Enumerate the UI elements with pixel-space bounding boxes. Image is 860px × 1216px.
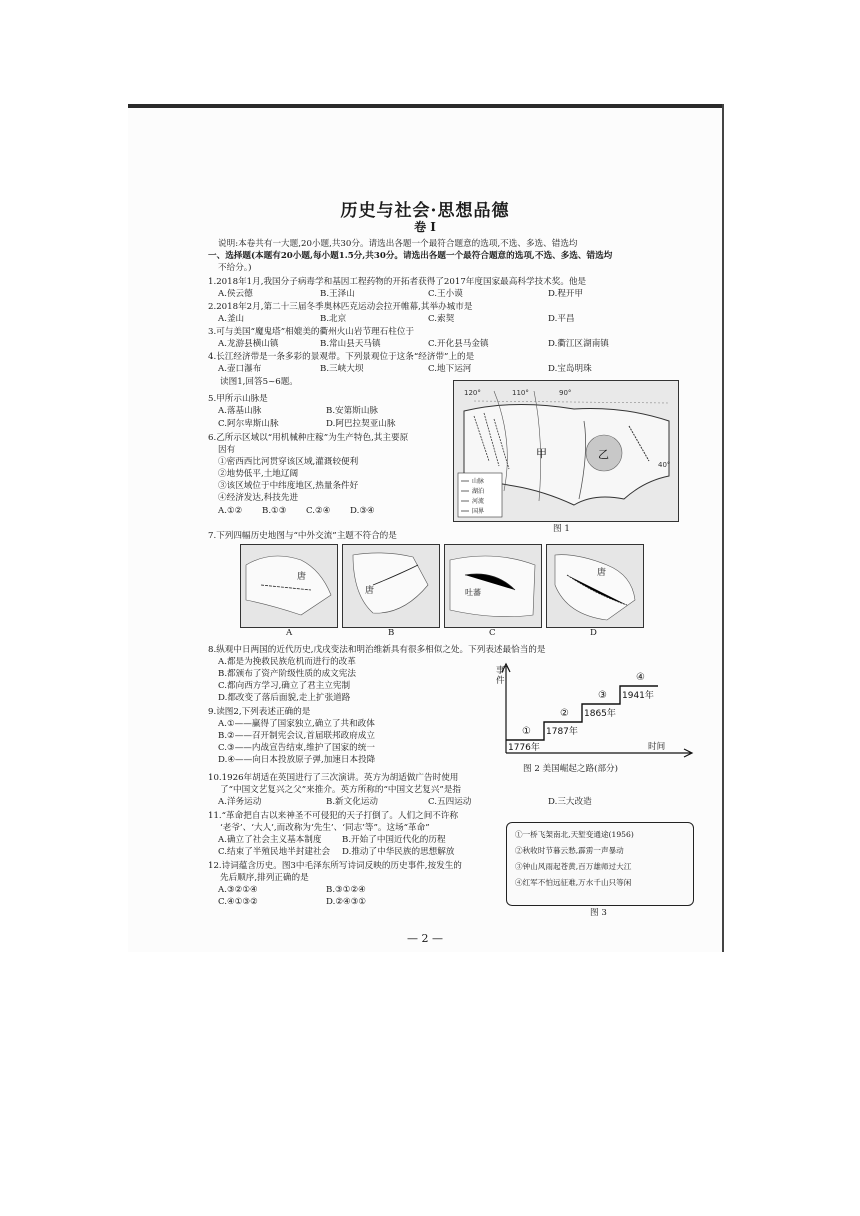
q1-option-d: D.程开甲 (548, 289, 584, 299)
year-1787: 1787年 (546, 727, 578, 737)
q6-option-d: D.③④ (350, 506, 375, 516)
poem-line-2: ②秋收时节暮云愁,霹雳一声暴动 (515, 846, 624, 855)
q4-option-c: C.地下运河 (428, 364, 472, 374)
figure-2-xlabel: 时间 (648, 742, 666, 752)
section-title: 一、选择题(本题有20小题,每小题1.5分,共30分。请选出各题一个最符合题意的选项,不选、多选、错选均 (208, 251, 613, 261)
q2-option-d: D.平昌 (548, 314, 575, 324)
figure-1-map (453, 380, 679, 522)
q11-option-a: A.确立了社会主义基本制度 (218, 835, 322, 845)
q10-option-d: D.三大改造 (548, 797, 592, 807)
figure-3-caption: 图 3 (590, 908, 607, 918)
q7-label-a: A (286, 628, 293, 638)
q10-stem: 10.1926年胡适在英国进行了三次演讲。英方为胡适做广告时使用 (208, 773, 459, 783)
q7-stem: 7.下列四幅历史地图与“中外交流”主题不符合的是 (208, 531, 397, 541)
step-mark-2: ② (560, 708, 569, 719)
q7-label-d: D (590, 628, 597, 638)
q6-item-4: ④经济发达,科技先进 (218, 493, 299, 503)
q1-option-a: A.侯云德 (218, 289, 253, 299)
q12-option-c: C.④①③② (218, 897, 258, 907)
q4-stem: 4.长江经济带是一条多彩的景观带。下列景观位于这条“经济带”上的是 (208, 352, 475, 362)
q9-option-c: C.③——内战宣告结束,维护了国家的统一 (218, 743, 375, 753)
q9-option-d: D.④——向日本投放原子弹,加速日本投降 (218, 755, 376, 765)
q7-map-c (444, 544, 542, 628)
figure-2-caption: 图 2 美国崛起之路(部分) (523, 764, 618, 774)
q6-item-2: ②地势低平,土地辽阔 (218, 469, 299, 479)
q12-stem: 12.诗词蕴含历史。图3中毛泽东所写诗词反映的历史事件,按发生的 (208, 861, 462, 871)
q11-option-c: C.结束了半殖民地半封建社会 (218, 847, 331, 857)
page-number: — 2 — (407, 932, 443, 945)
q3-option-a: A.龙游县横山镇 (218, 339, 279, 349)
q5-option-a: A.落基山脉 (218, 406, 262, 416)
q6-stem-cont: 因有 (218, 445, 236, 455)
map-c-text: 吐蕃 (465, 588, 481, 597)
q6-item-3: ③该区域位于中纬度地区,热量条件好 (218, 481, 359, 491)
q6-stem: 6.乙所示区域以“用机械种庄稼”为生产特色,其主要原 (208, 433, 409, 443)
q12-option-a: A.③②①④ (218, 885, 258, 895)
q3-option-b: B.常山县天马镇 (320, 339, 381, 349)
q4-option-b: B.三峡大坝 (320, 364, 364, 374)
q2-stem: 2.2018年2月,第二十三届冬季奥林匹克运动会拉开帷幕,其举办城市是 (208, 302, 473, 312)
q11-stem-cont: ‘老爷’、‘大人’,而改称为‘先生’、‘同志’等”。这场“革命” (220, 823, 430, 833)
poem-line-1: ①一桥飞架南北,天堑变通途(1956) (515, 830, 634, 839)
figure-2-ylabel: 事件 (496, 666, 505, 686)
map-label-jia: 甲 (536, 447, 547, 460)
q11-option-b: B.开始了中国近代化的历程 (342, 835, 446, 845)
map-label-yi: 乙 (598, 448, 609, 461)
q5-stem: 5.甲所示山脉是 (208, 394, 268, 404)
q12-option-b: B.③①②④ (326, 885, 366, 895)
legend-mountain: 山脉 (472, 478, 485, 485)
scan-edge-right (722, 104, 724, 952)
q9-stem: 9.读图2,下列表述正确的是 (208, 707, 311, 717)
q9-option-a: A.①——赢得了国家独立,确立了共和政体 (218, 719, 375, 729)
q8-option-d: D.都改变了落后面貌,走上扩张道路 (218, 693, 351, 703)
q2-option-b: B.北京 (320, 314, 347, 324)
q3-option-c: C.开化县马金镇 (428, 339, 489, 349)
q4-option-d: D.宝岛明珠 (548, 364, 592, 374)
year-1865: 1865年 (584, 709, 616, 719)
section-title-cont: 不给分。) (218, 263, 252, 273)
q6-option-c: C.②④ (306, 506, 331, 516)
map-d-text: 唐 (597, 568, 607, 578)
q2-option-c: C.索契 (428, 314, 455, 324)
q3-option-d: D.衢江区湖南镇 (548, 339, 609, 349)
q7-label-b: B (388, 628, 395, 638)
q5-option-c: C.阿尔卑斯山脉 (218, 419, 279, 429)
q7-map-a (240, 544, 338, 628)
map-latitude-40: 40° (658, 461, 671, 469)
q10-option-c: C.五四运动 (428, 797, 472, 807)
map-b-text: 唐 (365, 586, 375, 596)
q8-option-c: C.都向西方学习,确立了君主立宪制 (218, 681, 351, 691)
q8-option-b: B.都颁布了资产阶级性质的成文宪法 (218, 669, 356, 679)
q3-stem: 3.可与美国“魔鬼塔”相媲美的衢州火山岩节理石柱位于 (208, 327, 415, 337)
exam-page (128, 108, 722, 952)
q6-option-a: A.①② (218, 506, 243, 516)
figure-1-caption: 图 1 (553, 524, 570, 534)
q1-stem: 1.2018年1月,我国分子病毒学和基因工程药物的开拓者获得了2017年度国家最高科学技术奖。他是 (208, 277, 587, 287)
q12-option-d: D.②④③① (326, 897, 367, 907)
q7-map-b (342, 544, 440, 628)
q1-option-c: C.王小谟 (428, 289, 463, 299)
q4-option-a: A.壶口瀑布 (218, 364, 262, 374)
q8-stem: 8.纵观中日两国的近代历史,戊戌变法和明治维新具有很多相似之处。下列表述最恰当的是 (208, 645, 546, 655)
q10-stem-cont: 了“中国文艺复兴之父”来推介。英方所称的“中国文艺复兴”是指 (220, 785, 462, 795)
figure-3-scroll (506, 822, 694, 906)
step-mark-1: ① (522, 726, 531, 737)
legend-border: 国界 (472, 508, 485, 515)
page-subtitle: 卷 Ⅰ (414, 220, 436, 234)
q8-option-a: A.都是为挽救民族危机而进行的改革 (218, 657, 356, 667)
q7-label-c: C (489, 628, 496, 638)
q6-option-b: B.①③ (262, 506, 287, 516)
map-longitude-110: 110° (512, 389, 529, 397)
q5-option-b: B.安第斯山脉 (326, 406, 379, 416)
step-mark-3: ③ (598, 690, 607, 701)
legend-lake: 湖泊 (472, 488, 485, 495)
page-title: 历史与社会·思想品德 (340, 201, 510, 221)
step-mark-4: ④ (636, 672, 645, 683)
q10-option-b: B.新文化运动 (326, 797, 379, 807)
q10-option-a: A.洋务运动 (218, 797, 262, 807)
instructions: 说明:本卷共有一大题,20小题,共30分。请选出各题一个最符合题意的选项,不选、多选、错选均 (218, 239, 578, 249)
q7-map-d (546, 544, 644, 628)
q2-option-a: A.釜山 (218, 314, 245, 324)
q5-option-d: D.阿巴拉契亚山脉 (326, 419, 396, 429)
q9-option-b: B.②——召开制宪会议,首届联邦政府成立 (218, 731, 375, 741)
q12-stem-cont: 先后顺序,排列正确的是 (220, 873, 309, 883)
map-longitude-90: 90° (559, 389, 572, 397)
legend-river: 河流 (472, 498, 485, 505)
q1-option-b: B.王泽山 (320, 289, 355, 299)
q11-stem: 11.“革命把自古以来神圣不可侵犯的天子打倒了。人们之间不许称 (208, 811, 459, 821)
q6-item-1: ①密西西比河贯穿该区域,灌溉较便利 (218, 457, 359, 467)
read-fig1: 读图1,回答5~6题。 (220, 377, 298, 387)
year-1776: 1776年 (508, 743, 540, 753)
map-longitude-120: 120° (464, 389, 481, 397)
poem-line-4: ④红军不怕远征难,万水千山只等闲 (515, 878, 632, 887)
map-a-text: 唐 (297, 572, 307, 582)
year-1941: 1941年 (622, 691, 654, 701)
poem-line-3: ③钟山风雨起苍黄,百万雄师过大江 (515, 862, 632, 871)
figure-2-staircase (496, 658, 696, 758)
q11-option-d: D.推动了中华民族的思想解放 (342, 847, 455, 857)
